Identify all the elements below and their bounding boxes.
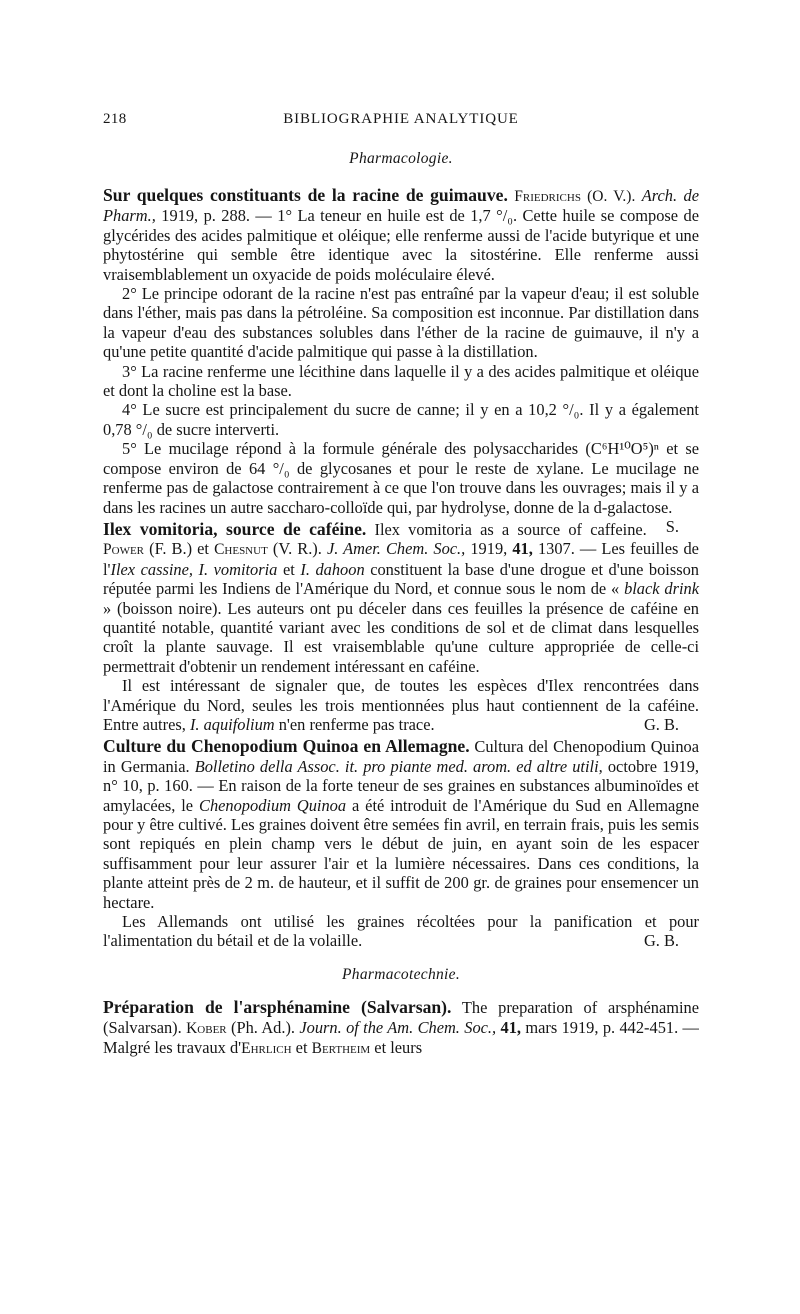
- term: black drink: [624, 579, 699, 599]
- section-heading-pharmacotechnie: Pharmacotechnie.: [342, 965, 460, 983]
- article-arsphenamine: [103, 998, 699, 1058]
- paragraph: 1° La teneur en huile est de 1,7 °/₀. Cette huile se compose de glycérides des acides palmitique et oléique; elle renferme aussi de l'acide butyrique et une phytostérine qui semble être identique avec la sitostérine. Elle renferme aussi vraisemblablement un oxyacide de poids moléculaire élevé.: [103, 206, 699, 284]
- species-name: Chenopodium Quinoa: [199, 795, 347, 815]
- article-subtitle: Ilex vomitoria as a source of caffeine.: [374, 519, 647, 539]
- journal: J. Amer. Chem. Soc.,: [326, 539, 466, 559]
- article-title: Ilex vomitoria, source de caféine.: [103, 518, 367, 539]
- article-guimauve-p1: [103, 186, 699, 284]
- signature: S.: [665, 516, 679, 536]
- running-title: BIBLIOGRAPHIE ANALYTIQUE: [283, 111, 519, 127]
- article-subtitle: The preparation of arsphénamine (Salvarsan).: [103, 998, 699, 1037]
- running-head: [103, 111, 699, 131]
- citation: 1919, p. 288. —: [161, 206, 272, 226]
- article-quinoa-p2: [103, 912, 699, 951]
- article-title: Préparation de l'arsphénamine (Salvarsan).: [103, 997, 452, 1018]
- author-initials: (Ph. Ad.).: [231, 1017, 296, 1037]
- person-name: Ehrlich: [241, 1040, 292, 1058]
- article-quinoa: [103, 737, 699, 950]
- text: constituent la base d'une drogue et d'une boisson réputée parmi les Indiens de l'Amérique du Nord, et connue sous le nom de «: [103, 559, 700, 599]
- person-name: Bertheim: [311, 1040, 371, 1058]
- article-subtitle: Cultura del Chenopodium Quinoa in Germania.: [103, 737, 699, 776]
- text: En raison de la forte teneur de ses graines en substances albuminoïdes et amylacées, le: [103, 776, 699, 815]
- year: 1919,: [470, 539, 508, 559]
- paragraph: 3° La racine renferme une lécithine dans laquelle il y a des acides palmitique et oléique et dont la choline est la base.: [103, 361, 699, 401]
- pages: 1307. —: [537, 539, 597, 559]
- author: Chesnut: [214, 541, 268, 559]
- paragraph: 5° Le mucilage répond à la formule générale des polysaccharides (C⁶H¹⁰O⁵)ⁿ et se compose environ de 64 °/₀ de glycosanes et pour le reste de xylane. Le mucilage ne renferme pas de galactose contrairement à ce que l'on trouve dans les ouvrages; mais il y a dans les racines un autre saccharo-colloïde qui, par hydrolyse, donne de la d-galactose.: [103, 439, 699, 517]
- author-initials: (F. B.) et: [149, 539, 209, 559]
- text: Il est intéressant de signaler que, de toutes les espèces d'Ilex rencontrées dans l'Amérique du Nord, seules les trois mentionnées plus haut contiennent de la caféine. Entre autres,: [103, 676, 699, 734]
- citation: mars 1919, p. 442-451. — Malgré les travaux d': [103, 1017, 699, 1058]
- signature: G. B.: [643, 714, 679, 734]
- paragraph: 4° Le sucre est principalement du sucre de canne; il y en a 10,2 °/₀. Il y a également 0,78 °/₀ de sucre interverti.: [103, 400, 699, 439]
- text: Les feuilles de l': [103, 539, 699, 579]
- volume: 41,: [500, 1017, 521, 1037]
- signature: G. B.: [643, 931, 679, 951]
- volume: 41,: [512, 539, 533, 559]
- species-name: I. aquifolium: [189, 714, 275, 734]
- author: Power: [103, 541, 145, 559]
- species-name: I. dahoon: [300, 559, 365, 579]
- article-title: Culture du Chenopodium Quinoa en Allemagne.: [103, 736, 470, 757]
- article-arsphenamine-p1: [103, 998, 699, 1058]
- article-body: [103, 186, 699, 1058]
- journal: Bolletino della Assoc. it. pro piante med. arom. ed altre utili,: [194, 756, 603, 776]
- author-initials: (V. R.).: [272, 539, 322, 559]
- section-heading-pharmacologie: Pharmacologie.: [349, 150, 453, 167]
- author: Friedrichs (O. V.).: [514, 188, 636, 205]
- article-ilex: [103, 520, 699, 734]
- article-ilex-p2: [103, 676, 699, 734]
- text: » (boisson noire). Les auteurs ont pu déceler dans ces feuilles la présence de caféine en quantité notable, quantité variant avec les conditions de sol et de climat dans lesquelles croît la plante sauvage. Il est vraisemblable qu'une culture appropriée de celle-ci permettrait d'obtenir un rendement intéressant en caféine.: [103, 598, 699, 676]
- article-title: Sur quelques constituants de la racine de guimauve.: [103, 185, 508, 205]
- text: et leurs: [374, 1038, 423, 1058]
- text: n'en renferme pas trace.: [278, 714, 435, 734]
- text: et: [282, 559, 295, 579]
- species-name: Ilex cassine, I. vomitoria: [110, 559, 278, 579]
- text: a été introduit de l'Amérique du Sud en Allemagne pour y être cultivé. Les graines doivent être semées fin avril, en terrain frais, puis les semis sont repiqués en plein champ vers le début de juin, en ayant soin de les espacer suffisamment pour leur assurer l'air et la lumière nécessaires. Dans ces conditions, la plante atteint près de 2 m. de hauteur, et il suffit de 200 gr. de graines pour ensemencer un hectare.: [103, 795, 699, 912]
- text: Les Allemands ont utilisé les graines récoltées pour la panification et pour l'alimentation du bétail et de la volaille.: [103, 912, 699, 951]
- article-quinoa-p1: [103, 737, 699, 912]
- paragraph: 2° Le principe odorant de la racine n'est pas entraîné par la vapeur d'eau; il est soluble dans l'éther, mais pas dans la pétroléine. Sa composition est inconnue. Par distillation dans la vapeur d'eau des substances solubles dans l'éther de la racine de guimauve, il n'y a qu'une petite quantité d'acide palmitique qui passe à la distillation.: [103, 284, 699, 362]
- page-number: 218: [103, 111, 127, 127]
- text: et: [295, 1038, 308, 1058]
- article-ilex-p1: [103, 520, 699, 676]
- citation: octobre 1919, n° 10, p. 160. —: [103, 756, 699, 796]
- journal: Journ. of the Am. Chem. Soc.,: [299, 1017, 497, 1037]
- author: Kober: [186, 1019, 227, 1037]
- journal: Arch. de Pharm.,: [103, 186, 699, 226]
